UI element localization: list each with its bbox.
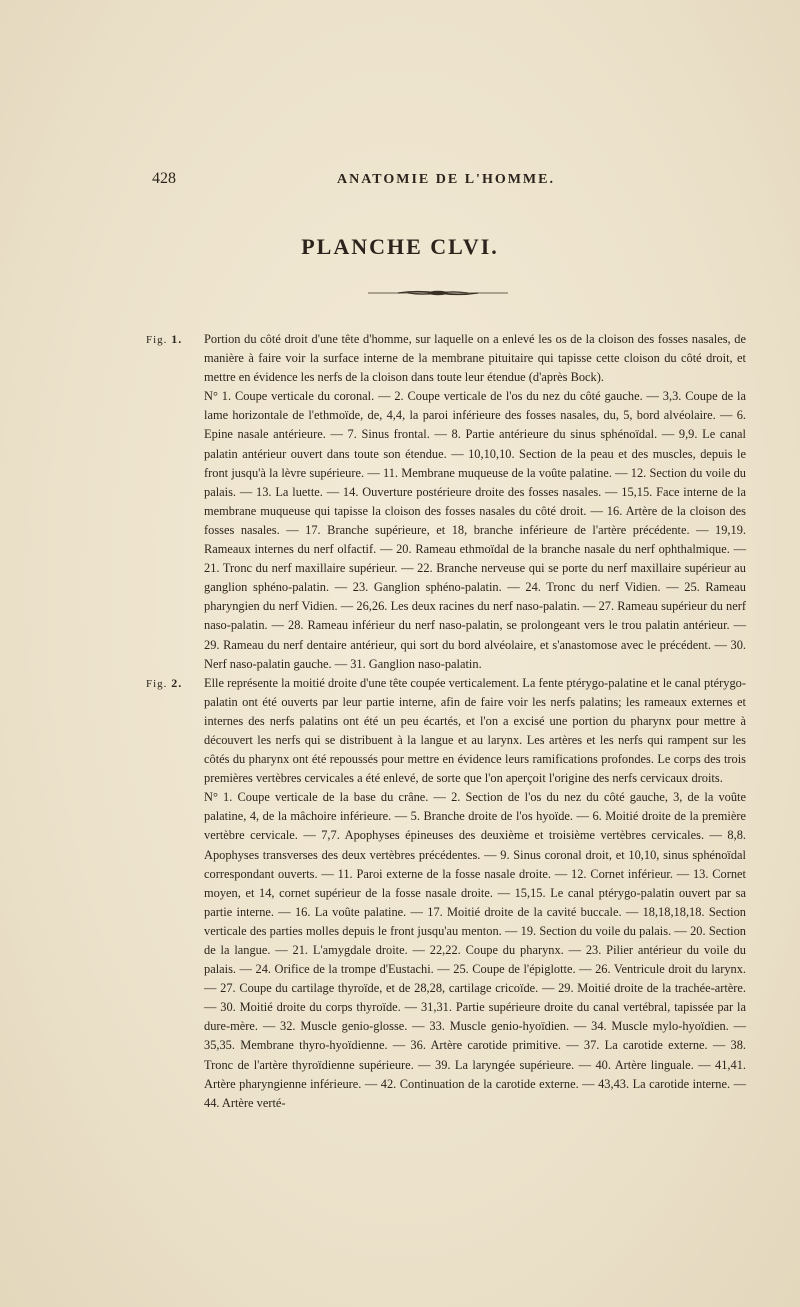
figure-2-entry (146, 674, 746, 1113)
page-number: 428 (152, 170, 176, 187)
fig-abbrev: Fig. (146, 677, 168, 690)
plate-text (146, 330, 746, 1113)
page-header (152, 170, 742, 192)
figure-1-description: Portion du côté droit d'une tête d'homme, sur laquelle on a enlevé les os de la cloison des fosses nasales, de manière à faire voir la surface interne de la membrane pituitaire qui tapisse cette cloison du côté droit, et mettre en évidence les nerfs de la cloison dans toute leur étendue (d'après Bock). (204, 332, 746, 385)
fig-number: 1. (171, 332, 183, 346)
figure-2-description: Elle représente la moitié droite d'une tête coupée verticalement. La fente ptérygo-palatine et le canal ptérygo-palatin ont été ouverts par leur partie interne, afin de faire voir les nerfs palatins; les rameaux externes et internes des nerfs palatins ont été un peu écartés, et l'on a excisé une portion du pharynx pour mettre à découvert les nerfs qui se distribuent à la langue et au larynx. Les artères et les nerfs qui rampent sur les côtés du pharynx ont été repoussés pour mettre en évidence leurs ramifications profondes. Le corps des trois premières vertèbres cervicales a été enlevé, de sorte que l'on aperçoit l'origine des nerfs cervicaux droits. (204, 675, 746, 786)
figure-2-label (146, 674, 182, 694)
divider-ornament-icon (368, 290, 508, 296)
figure-1-entry (146, 330, 746, 674)
fig-number: 2. (171, 675, 183, 690)
figure-1-label (146, 330, 182, 350)
fig-abbrev: Fig. (146, 334, 168, 346)
figure-2-legend: N° 1. Coupe verticale de la base du crâne. — 2. Section de l'os du nez du côté gauche, 3, de la voûte palatine, 4, de la mâchoire inférieure. — 5. Branche droite de l'os hyoïde. — 6. Moitié droite de la première vertèbre cervicale. — 7,7. Apophyses épineuses des deuxième et troisième vertèbres cervicales. — 8,8. Apophyses transverses des deux vertèbres précédentes. — 9. Sinus coronal droit, et 10,10, sinus sphénoïdal correspondant ouverts. — 11. Paroi externe de la fosse nasale droite. — 12. Cornet inférieur. — 13. Cornet moyen, et 14, cornet supérieur de la fosse nasale droite. — 15,15. Le canal ptérygo-palatin ouvert par sa partie interne. — 16. La voûte palatine. — 17. Moitié droite de la cavité buccale. — 18,18,18,18. Section verticale des parties molles depuis le front jusqu'au menton. — 19. Section du voile du palais. — 20. Section de la langue. — 21. L'amygdale droite. — 22,22. Coupe du pharynx. — 23. Pilier antérieur du voile du palais. — 24. Orifice de la trompe d'Eustachi. — 25. Coupe de l'épiglotte. — 26. Ventricule droit du larynx. — 27. Coupe du cartilage thyroïde, et de 28,28, cartilage cricoïde. — 29. Moitié droite de la trachée-artère. — 30. Moitié droite du corps thyroïde. — 31,31. Partie supérieure droite du canal vertébral, tapissée par la dure-mère. — 32. Muscle genio-glosse. — 33. Muscle genio-hyoïdien. — 34. Muscle mylo-hyoïdien. — 35,35. Membrane thyro-hyoïdienne. — 36. Artère carotide primitive. — 37. La carotide externe. — 38. Tronc de l'artère thyroïdienne supérieure. — 39. La laryngée supérieure. — 40. Artère linguale. — 41,41. Artère pharyngienne inférieure. — 42. Continuation de la carotide externe. — 43,43. La carotide interne. — 44. Artère verté- (204, 790, 746, 1110)
figure-1-legend: N° 1. Coupe verticale du coronal. — 2. Coupe verticale de l'os du nez du côté gauche. — 3,3. Coupe de la lame horizontale de l'ethmoïde, de, 4,4, la paroi inférieure des fosses nasales, du, 5, bord alvéolaire. — 6. Epine nasale antérieure. — 7. Sinus frontal. — 8. Partie antérieure du sinus sphénoïdal. — 9,9. Le canal palatin antérieur ouvert dans toute son étendue. — 10,10,10. Section de la peau et des muscles, depuis le front jusqu'à la lèvre supérieure. — 11. Membrane muqueuse de la voûte palatine. — 12. Section du voile du palais. — 13. La luette. — 14. Ouverture postérieure droite des fosses nasales. — 15,15. Face interne de la membrane muqueuse qui tapisse la cloison des fosses nasales du côté droit. — 16. Artère de la cloison des fosses nasales. — 17. Branche supérieure, et 18, branche inférieure de l'artère précédente. — 19,19. Rameaux internes du nerf olfactif. — 20. Rameau ethmoïdal de la branche nasale du nerf ophthalmique. — 21. Tronc du nerf maxillaire supérieur. — 22. Branche nerveuse qui se porte du nerf maxillaire supérieur au ganglion sphéno-palatin. — 23. Ganglion sphéno-palatin. — 24. Tronc du nerf Vidien. — 25. Rameau pharyngien du nerf Vidien. — 26,26. Les deux racines du nerf naso-palatin. — 27. Rameau supérieur du nerf naso-palatin. — 28. Rameau inférieur du nerf naso-palatin, se prolongeant vers le trou palatin antérieur. — 29. Rameau du nerf dentaire antérieur, qui sort du bord alvéolaire, et s'anastomose avec le précédent. — 30. Nerf naso-palatin gauche. — 31. Ganglion naso-palatin. (204, 389, 746, 671)
running-head: ANATOMIE DE L'HOMME. (337, 172, 555, 187)
plate-title: PLANCHE CLVI. (301, 234, 499, 259)
